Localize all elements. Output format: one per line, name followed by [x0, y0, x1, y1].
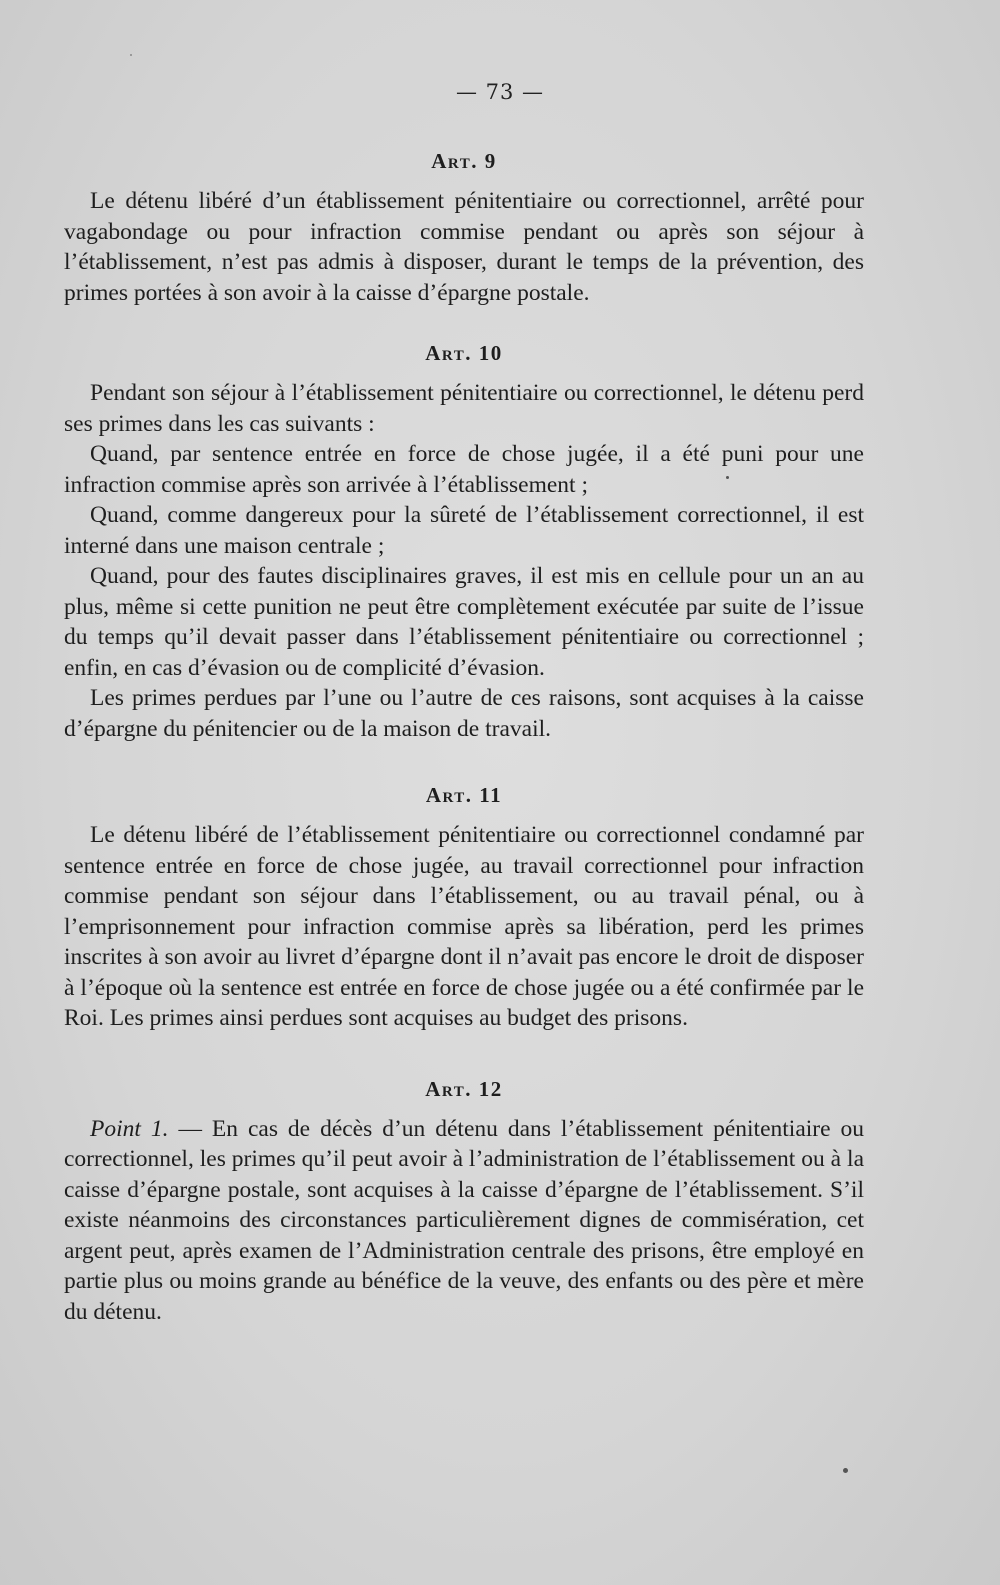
article-paragraph: Quand, par sentence entrée en force de chose jugée, il a été puni pour une infraction commise après son arrivée à l’établissement ; [64, 441, 864, 498]
article-paragraph: Quand, comme dangereux pour la sûreté de l’établissement correctionnel, il est interné dans une maison centrale ; [64, 502, 864, 559]
article-heading: Art. 9 [431, 149, 497, 173]
point-text: — En cas de décès d’un détenu dans l’établissement pénitentiaire ou correctionnel, les primes qu’il peut avoir à l’administration de l’établissement ou à la caisse d’épargne postale, sont acquises à la caisse d’épargne de l’établissement. S’il existe néanmoins des circonstances particulièrement dignes de commisération, cet argent peut, après examen de l’Administration centrale des prisons, être employé en partie plus ou moins grande au bénéfice de la veuve, des enfants ou des père et mère du détenu. [64, 1115, 864, 1325]
article-paragraph [64, 1114, 864, 1328]
paper-speck [130, 54, 132, 56]
article-9 [64, 146, 864, 308]
article-heading: Art. 12 [425, 1076, 503, 1101]
article-paragraph: Le détenu libéré d’un établissement pénitentiaire ou correctionnel, arrêté pour vagabondage ou pour infraction commise pendant ou après son séjour à l’établissement, n’est pas admis à disposer, durant le temps de la prévention, des primes portées à son avoir à la caisse d’épargne postale. [64, 188, 864, 306]
page-number: — 73 — [455, 80, 545, 104]
point-label: Point 1. [90, 1115, 169, 1142]
article-heading: Art. 11 [425, 783, 503, 807]
article-paragraph: Le détenu libéré de l’établissement pénitentiaire ou correctionnel condamné par sentence entrée en force de chose jugée, au travail correctionnel pour infraction commise pendant son séjour dans l’établissement, ou au travail pénal, ou à l’emprisonnement pour infraction commise après sa libération, perd les primes inscrites à son avoir au livret d’épargne dont il n’avait pas encore le droit de disposer à l’époque où la sentence est entrée en force de chose jugée ou a été confirmée par le Roi. Les primes ainsi perdues sont acquises au budget des prisons. [64, 822, 864, 1031]
page-content [64, 142, 864, 1327]
article-11 [64, 780, 864, 1034]
article-paragraph: Quand, pour des fautes disciplinaires graves, il est mis en cellule pour un an au plus, même si cette punition ne peut être complètement exécutée par suite de l’issue du temps qu’il devait passer dans l’établissement pénitentiaire ou correctionnel ; enfin, en cas d’évasion ou de complicité d’évasion. [64, 563, 864, 681]
paper-speck [843, 1468, 848, 1473]
article-12 [64, 1074, 864, 1328]
article-paragraph: Les primes perdues par l’une ou l’autre de ces raisons, sont acquises à la caisse d’épargne du pénitencier ou de la maison de travail. [64, 685, 864, 742]
article-paragraph: Pendant son séjour à l’établissement pénitentiaire ou correctionnel, le détenu perd ses primes dans les cas suivants : [64, 380, 864, 437]
article-10 [64, 338, 864, 744]
article-heading: Art. 10 [425, 341, 503, 365]
paper-speck [726, 476, 729, 479]
